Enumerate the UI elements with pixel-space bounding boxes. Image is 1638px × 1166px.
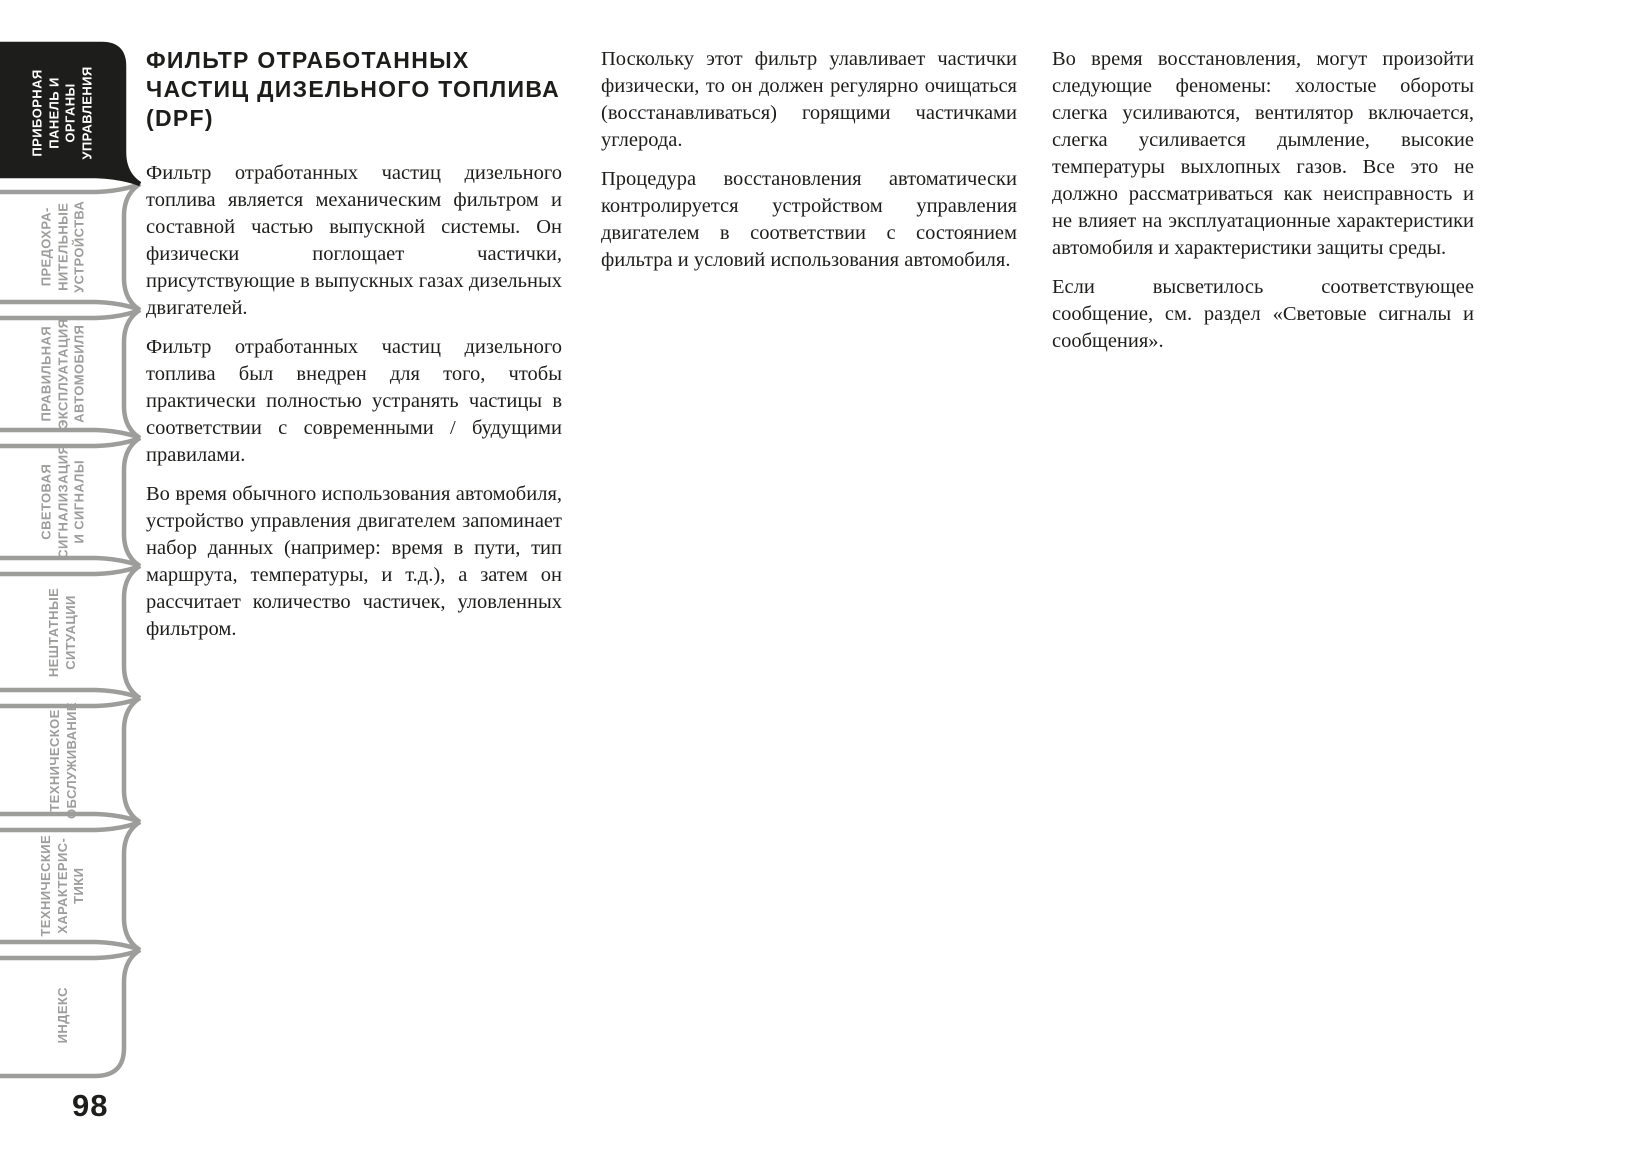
text-column-3 <box>1052 46 1474 367</box>
sidebar-tab-label-line: НИТЕЛЬНЫЕ <box>54 202 70 292</box>
page-title <box>146 46 576 133</box>
sidebar-tab-label <box>38 201 88 293</box>
text-column-2 <box>601 46 1017 286</box>
sidebar-tab-emergency[interactable] <box>0 570 126 694</box>
sidebar-tab-label-line: ЭКСПЛУАТАЦИЯ <box>54 318 70 430</box>
paragraph: Во время восстановления, могут произойти следующие феномены: холостые обороты слегка усиливаются, вентилятор включается, слегка усиливается дымление, высокие температуры выхлопных газов. Все это не должно рассматриваться как неисправность и не влияет на эксплуатационные характеристики автомобиля и характеристики защиты среды. <box>1052 48 1474 259</box>
sidebar-tab-safety-devices[interactable] <box>0 188 126 306</box>
text-column-1 <box>146 160 562 655</box>
paragraph: Поскольку этот фильтр улавливает частички физически, то он должен регулярно очищаться (восстанавливаться) горящими частичками углерода. <box>601 48 1017 151</box>
paragraph: Процедура восстановления автоматически контролируется устройством управления двигателем в соответствии с состоянием фильтра и условий использования автомобиля. <box>601 168 1017 271</box>
sidebar-tab-warning-lights[interactable] <box>0 442 126 562</box>
sidebar-tab-label-line: ОРГАНЫ <box>63 83 78 143</box>
sidebar-tab-instrument-panel[interactable] <box>0 46 126 180</box>
sidebar-tab-label <box>38 319 88 429</box>
sidebar-tab-label <box>47 587 80 676</box>
sidebar-tab-label-line: ТЕХНИЧЕСКИЕ <box>38 835 54 937</box>
sidebar-tab-index[interactable] <box>0 954 126 1076</box>
sidebar-tab-label <box>38 445 88 559</box>
sidebar-tab-label-line: УСТРОЙСТВА <box>71 200 87 294</box>
sidebar-tab-label <box>46 702 79 819</box>
sidebar-tab-specifications[interactable] <box>0 826 126 946</box>
sidebar-tab-label-line: СИТУАЦИИ <box>63 594 78 670</box>
paragraph: Если высветилось соответствующее сообщение, см. раздел «Световые сигналы и сообщения». <box>1052 276 1474 352</box>
sidebar-tab-label-line: ПРЕДОХРА- <box>38 207 54 287</box>
sidebar-tab-label-line: ТЕХНИЧЕСКОЕ <box>46 708 62 812</box>
sidebar-tab-label-line: ПАНЕЛЬ И <box>46 77 62 149</box>
paragraph: Фильтр отработанных частиц дизельного топлива является механическим фильтром и составной частью выпускной системы. Он физически поглощает частички, присутствующие в выпускных газах дизельных двигателей. <box>146 162 562 319</box>
sidebar-tab-label-line: ПРИБОРНАЯ <box>30 69 45 157</box>
sidebar-tab-label-line: И СИГНАЛЫ <box>71 460 87 544</box>
sidebar-tab-label-line: СВЕТОВАЯ <box>38 464 54 540</box>
sidebar-tab-label-line: ТИКИ <box>71 867 87 905</box>
section-tab-sidebar <box>0 0 160 1120</box>
paragraph: Фильтр отработанных частиц дизельного топлива был внедрен для того, чтобы практически полностью устранять частицы в соответствии с современными / будущими правилами. <box>146 336 562 466</box>
paragraph: Во время обычного использования автомобиля, устройство управления двигателем запоминает набор данных (например: время в пути, тип маршрута, температуры, и т.д.), а затем он рассчитает количество частичек, уловленных фильтром. <box>146 483 562 640</box>
sidebar-tab-label-line: ХАРАКТЕРИС- <box>54 838 70 934</box>
sidebar-tab-label-line: ИНДЕКС <box>54 986 70 1044</box>
sidebar-tab-label-line: АВТОМОБИЛЯ <box>71 324 87 424</box>
sidebar-tab-label-line: ПРАВИЛЬНАЯ <box>38 326 54 422</box>
page-title-line: ЧАСТИЦ ДИЗЕЛЬНОГО ТОПЛИВА <box>146 76 560 102</box>
page-number: 98 <box>72 1088 109 1123</box>
sidebar-tab-label-line: УПРАВЛЕНИЯ <box>79 66 95 160</box>
sidebar-tab-label-line: СИГНАЛИЗАЦИЯ <box>54 444 70 560</box>
page-title-line: (DPF) <box>146 105 214 131</box>
sidebar-tab-label-line: НЕШТАТНЫЕ <box>46 587 62 677</box>
sidebar-tab-label <box>55 987 72 1043</box>
sidebar-tab-correct-use[interactable] <box>0 314 126 434</box>
sidebar-tab-maintenance[interactable] <box>0 702 126 818</box>
sidebar-tab-label <box>38 835 88 937</box>
sidebar-tab-label <box>30 66 96 159</box>
sidebar-tab-label-line: ОБСЛУЖИВАНИЕ <box>62 701 78 819</box>
page-title-line: ФИЛЬТР ОТРАБОТАННЫХ <box>146 47 470 73</box>
